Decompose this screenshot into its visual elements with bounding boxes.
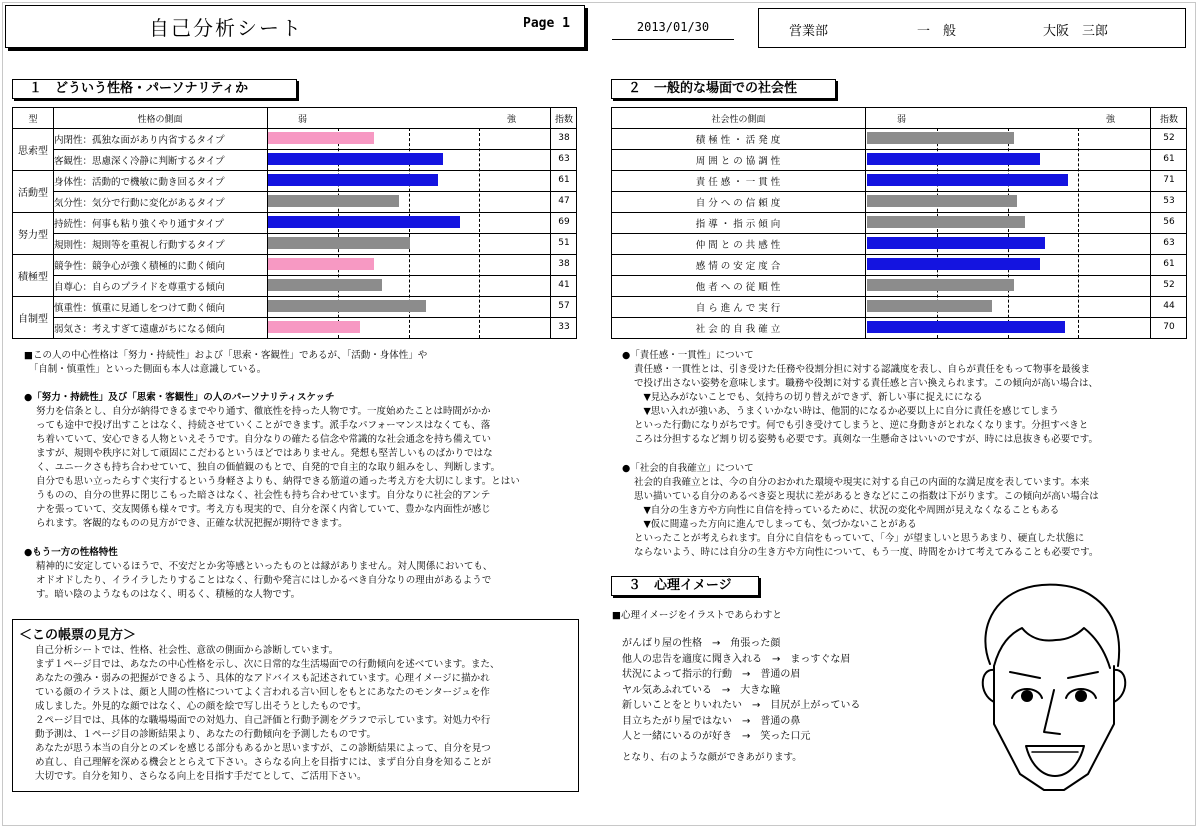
trait-arrow: → bbox=[742, 669, 751, 680]
nose bbox=[1044, 690, 1060, 734]
s1-bar bbox=[268, 195, 399, 207]
s2-index-value: 52 bbox=[1163, 133, 1175, 143]
group-label-katsudo: 活動型 bbox=[18, 188, 48, 199]
s2-bar bbox=[867, 132, 1014, 144]
s2-index-value: 56 bbox=[1163, 217, 1175, 227]
col-index-header-2: 指数 bbox=[1159, 115, 1178, 125]
s2-bar bbox=[867, 237, 1045, 249]
s1-bar bbox=[268, 237, 410, 249]
s1-bar bbox=[268, 153, 443, 165]
trait-item bbox=[622, 667, 860, 683]
ego-line: 思い描いている自分のあるべき姿と現状に差があるときなどにこの指数は下がります。この傾向が高い場合は bbox=[634, 491, 1099, 502]
s2-index-value: 61 bbox=[1163, 259, 1175, 269]
responsibility-title: ●「責任感・一貫性」について bbox=[622, 350, 754, 361]
trait-feature: まっすぐな眉 bbox=[790, 653, 851, 665]
s1-index-value: 38 bbox=[558, 133, 570, 143]
page-number: Page 1 bbox=[523, 16, 570, 31]
s1-row-label: 持続性：何事も粘り強くやり通すタイプ bbox=[54, 219, 224, 230]
how-to-read-line: まず１ページ目では、あなたの中心性格を示し、次に日常的な生活場面での行動傾向を述べています。また、 bbox=[35, 659, 500, 670]
s1-row-label: 身体性：活動的で機敏に動き回るタイプ bbox=[54, 177, 225, 188]
trait-arrow: → bbox=[742, 715, 751, 727]
other-trait-title: ●もう一方の性格特性 bbox=[24, 547, 118, 558]
s1-row-label: 弱気さ：考えすぎて遠慮がちになる傾向 bbox=[54, 324, 226, 335]
col-strong-header-2: 強 bbox=[1106, 115, 1116, 125]
s2-index-value: 70 bbox=[1163, 322, 1175, 332]
trait-text: 人と一緒にいるのが好き bbox=[622, 731, 732, 742]
trait-arrow: → bbox=[752, 700, 761, 711]
how-to-read-line: ている顔のイラストは、顔と人間の性格についてよく言われる言い回しをもとにあなたのモンタージュを作 bbox=[35, 687, 490, 698]
right-pupil bbox=[1075, 690, 1087, 702]
col-weak-header: 弱 bbox=[298, 115, 308, 125]
col-strong-header: 強 bbox=[507, 115, 517, 125]
trait-arrow: → bbox=[721, 684, 731, 696]
report-date: 2013/01/30 bbox=[612, 20, 734, 40]
how-to-read-line: め直し、自己理解を深める機会ととらえて下さい。さらなる向上を目指すには、まず自分自身を知ることが bbox=[35, 757, 492, 768]
trait-feature: 笑った口元 bbox=[760, 731, 811, 742]
sketch-line: ち着いていて、安心できる人物といえそうです。自分なりの確たる信念や常識的な社会通念を持ち備えてい bbox=[36, 434, 492, 445]
how-to-read-box bbox=[12, 619, 579, 792]
trait-text: ヤル気あふれている bbox=[622, 684, 712, 696]
group-label-doryoku: 努力型 bbox=[18, 230, 48, 241]
s2-index-value: 63 bbox=[1163, 238, 1175, 248]
col-type-header: 型 bbox=[28, 115, 38, 125]
how-to-read-body bbox=[35, 644, 500, 784]
how-to-read-line: 動予測は、１ページ目の診断結果より、あなたの行動傾向を予測したものです。 bbox=[35, 729, 377, 740]
sketch-block bbox=[24, 391, 520, 531]
group-label-jisei: 自制型 bbox=[18, 314, 48, 325]
s1-index-value: 51 bbox=[558, 238, 570, 248]
s1-row-label: 客観性：思慮深く冷静に判断するタイプ bbox=[54, 156, 225, 167]
mouth bbox=[1026, 746, 1084, 776]
s1-index-value: 63 bbox=[558, 154, 570, 164]
s1-index-value: 47 bbox=[558, 196, 570, 206]
s2-index-value: 61 bbox=[1163, 154, 1175, 164]
department-label: 営業部 bbox=[789, 24, 829, 39]
trait-arrow: → bbox=[772, 653, 781, 665]
s1-bar bbox=[268, 279, 382, 291]
how-to-read-line: 自己分析シートでは、性格、社会性、意欲の側面から診断しています。 bbox=[35, 645, 339, 656]
s2-row-label: 社 会 的 自 我 確 立 bbox=[695, 324, 781, 335]
s1-index-value: 69 bbox=[558, 217, 570, 227]
s2-index-value: 52 bbox=[1163, 280, 1175, 290]
summary-line: 「自制・慎重性」といった側面も本人は意識している。 bbox=[24, 364, 267, 375]
s1-bar bbox=[268, 132, 374, 144]
s2-row-label: 自 ら 進 ん で 実 行 bbox=[695, 303, 781, 314]
s2-row-label: 指 導 ・ 指 示 傾 向 bbox=[695, 219, 781, 230]
trait-item bbox=[622, 652, 860, 668]
s1-row-label: 内閉性：孤独な面があり内省するタイプ bbox=[54, 135, 225, 146]
trait-text: 新しいことをとりいれたい bbox=[622, 700, 742, 711]
right-ear bbox=[1114, 670, 1125, 702]
s2-bar bbox=[867, 195, 1017, 207]
s2-row-label: 自 分 へ の 信 頼 度 bbox=[695, 198, 781, 209]
trait-item bbox=[622, 683, 860, 699]
responsibility-line: ころは分担するなど割り切る姿勢も必要です。真剣な一生懸命さはいいのですが、時には息抜きも必要です。 bbox=[634, 434, 1098, 445]
ego-block bbox=[622, 462, 1099, 560]
sketch-line: く、ユニークさも持ち合わせていて、独自の価値観のもとで、自発的で自主的な取り組みをし、判断します。 bbox=[36, 462, 501, 473]
s2-bar bbox=[867, 300, 992, 312]
col-index-header: 指数 bbox=[554, 115, 573, 125]
sketch-line: 努力を信条とし、自分が納得できるまでやり通す、徹底性を持った人物です。一度始めたことは時間がかか bbox=[36, 406, 491, 417]
hair-outline bbox=[985, 585, 1119, 666]
s2-row-label: 他 者 へ の 従 順 性 bbox=[695, 282, 781, 293]
s1-index-value: 61 bbox=[558, 175, 570, 185]
trait-item bbox=[622, 698, 860, 714]
s1-bar bbox=[268, 174, 438, 186]
ego-line: ならないよう、時には自分の生き方や方向性について、もう一度、時間をかけて考えてみることも必要です。 bbox=[634, 547, 1099, 558]
employee-info-box bbox=[758, 8, 1186, 48]
s2-bar bbox=[867, 258, 1040, 270]
col-aspect-header: 性格の側面 bbox=[137, 115, 183, 125]
rank-label: 一 般 bbox=[917, 24, 957, 39]
s1-row-label: 競争性：競争心が強く積極的に動く傾向 bbox=[54, 261, 226, 272]
trait-feature: 大きな瞳 bbox=[740, 684, 781, 696]
how-to-read-title: ＜この帳票の見方＞ bbox=[19, 628, 137, 643]
ego-line: といったことが考えられます。自分に自信をもっていて、「今」が望ましいと思うあまり、硬直した状態に bbox=[634, 533, 1085, 544]
how-to-read-line: ２ページ目では、具体的な職場場面での対処力、自己評価と行動予測をグラフで示しています。対処力や行 bbox=[35, 715, 491, 726]
sketch-line: ますが、規則や秩序に対して頑固にこだわるというほどではありません。発想も堅苦しいものばかりではな bbox=[36, 448, 493, 459]
how-to-read-line: 大切です。自分を知り、さらなる向上を目指す手だてとして、ご活用下さい。 bbox=[35, 771, 367, 782]
other-trait-line: す。暗い陰のようなものはなく、明るく、積極的な人物です。 bbox=[36, 589, 301, 600]
section1-title: １ どういう性格・パーソナリティか bbox=[12, 79, 297, 99]
group-label-sekkyoku: 積極型 bbox=[18, 272, 48, 283]
trait-feature: 普通の眉 bbox=[760, 669, 801, 680]
sketch-line: 自分でも思い立ったらすぐ実行するという身軽さよりも、納得できる筋道の通った考え方を大切にします。とはい bbox=[36, 476, 520, 487]
trait-text: がんばり屋の性格 bbox=[622, 638, 702, 649]
trait-text: 他人の忠告を適度に聞き入れる bbox=[622, 653, 762, 665]
s1-row-label: 慎重性：慎重に見通しをつけて動く傾向 bbox=[54, 303, 226, 314]
how-to-read-line: あなたが思う本当の自分とのズレを感じる部分もあるかと思いますが、この診断結果によって、自分を見つ bbox=[35, 743, 491, 754]
trait-feature: 普通の鼻 bbox=[760, 715, 801, 727]
image-intro: ■心理イメージをイラストであらわすと bbox=[612, 610, 782, 621]
s1-index-value: 41 bbox=[558, 280, 570, 290]
s2-bar bbox=[867, 279, 1014, 291]
title-box bbox=[5, 5, 585, 48]
trait-text: 状況によって指示的行動 bbox=[622, 669, 732, 680]
left-pupil bbox=[1021, 690, 1033, 702]
sketch-line: うものの、自分の世界に閉じこもった暗さはなく、社会性も持ち合わせています。自分なりに社会的アンテ bbox=[36, 490, 491, 501]
s2-row-label: 感 情 の 安 定 度 合 bbox=[695, 261, 781, 272]
ego-line: 社会的自我確立とは、今の自分のおかれた環境や現実に対する自己の内面的な満足度を表しています。本来 bbox=[634, 477, 1090, 488]
responsibility-block bbox=[622, 349, 1098, 447]
s1-index-value: 33 bbox=[558, 322, 570, 332]
personality-table bbox=[12, 107, 577, 339]
left-ear bbox=[983, 670, 994, 702]
trait-item bbox=[622, 729, 860, 745]
sketch-line: ナを張っていて、交友関係も様々です。考え方も現実的で、自分を深く内省していて、豊かな内面性が感じ bbox=[36, 504, 491, 515]
s2-bar bbox=[867, 321, 1065, 333]
trait-arrow: → bbox=[742, 731, 751, 742]
group-label-shisaku: 思索型 bbox=[18, 146, 48, 157]
other-trait-line: オドオドしたり、イライラしたりすることはなく、行動や発言にはしかるべき自分なりの理由があるようで bbox=[36, 575, 492, 586]
hair-fringe bbox=[994, 628, 1110, 668]
employee-name: 大阪 三郎 bbox=[1043, 24, 1109, 39]
right-eyebrow bbox=[1068, 672, 1098, 678]
sociality-table bbox=[611, 107, 1187, 339]
s2-row-label: 責 任 感 ・ 一 貫 性 bbox=[695, 177, 781, 188]
summary-text bbox=[24, 349, 427, 377]
s1-bar bbox=[268, 216, 460, 228]
sketch-title: ●「努力・持続性」及び「思索・客観性」の人のパーソナリティスケッチ bbox=[24, 392, 335, 403]
s1-bar bbox=[268, 258, 374, 270]
ego-line: ▼自分の生き方や方向性に自信を持っているために、状況の変化や周囲が見えなくなることもある bbox=[634, 505, 1060, 516]
s1-bar bbox=[268, 300, 426, 312]
other-trait-block bbox=[24, 546, 492, 602]
s2-index-value: 44 bbox=[1163, 301, 1175, 311]
sheet-title: 自己分析シート bbox=[149, 16, 303, 40]
s1-index-value: 57 bbox=[558, 301, 570, 311]
section3-title: ３ 心理イメージ bbox=[611, 576, 759, 596]
trait-feature: 角張った顔 bbox=[730, 638, 781, 649]
s1-row-label: 気分性：気分で行動に変化があるタイプ bbox=[54, 198, 225, 209]
trait-item bbox=[622, 714, 860, 730]
left-eyebrow bbox=[1010, 672, 1040, 678]
how-to-read-line: 成しました。外見的な顔ではなく、心の顔を絵で写し出そうとしたものです。 bbox=[35, 701, 367, 712]
col-social-aspect-header: 社会性の側面 bbox=[711, 115, 766, 125]
trait-feature: 目尻が上がっている bbox=[770, 700, 861, 711]
image-outro: となり、右のような顔ができあがります。 bbox=[622, 752, 802, 763]
other-trait-line: 精神的に安定しているほうで、不安だとか劣等感といったものとは縁がありません。対人関係においても、 bbox=[36, 561, 493, 572]
s2-row-label: 仲 間 と の 共 感 性 bbox=[695, 240, 781, 251]
summary-line: ■この人の中心性格は「努力・持続性」および「思索・客観性」であるが、「活動・身体性」や bbox=[24, 350, 428, 361]
s2-bar bbox=[867, 174, 1068, 186]
sketch-line: られます。客観的なものの見方ができ、正確な状況把握が期待できます。 bbox=[36, 518, 348, 529]
responsibility-line: といった行動になりがちです。何でも引き受けてしまうと、逆に身動きがとれなくなります。分担すべきと bbox=[634, 420, 1089, 431]
responsibility-line: ▼思い入れが強いあ、うまくいかない時は、他罰的になるか必要以上に自分に責任を感じてしまう bbox=[634, 406, 1059, 417]
trait-item bbox=[622, 636, 860, 652]
s2-row-label: 積 極 性 ・ 活 発 度 bbox=[695, 135, 781, 146]
responsibility-line: ▼見込みがないことでも、気持ちの切り替えができず、新しい事に捉えにになる bbox=[634, 392, 983, 403]
ego-line: ▼仮に間違った方向に進んでしまっても、気づかないことがある bbox=[634, 519, 917, 530]
how-to-read-line: あなたの強み・弱みの把握ができるよう、具体的なアドバイスも記述されています。心理イメージに描かれ bbox=[35, 673, 490, 684]
responsibility-line: で投げ出さない姿勢を意味します。職務や役割に対する責任感と言い換えられます。この傾向が高い場合は、 bbox=[634, 378, 1098, 389]
trait-arrow: → bbox=[712, 638, 721, 649]
trait-text: 目立ちたがり屋ではない bbox=[622, 715, 732, 727]
s2-bar bbox=[867, 153, 1040, 165]
sketch-body bbox=[24, 405, 520, 531]
s2-index-value: 71 bbox=[1163, 175, 1175, 185]
responsibility-line: 責任感・一貫性とは、引き受けた任務や役割分担に対する認識度を表し、自らが責任をもって物事を最後ま bbox=[634, 364, 1091, 375]
s2-index-value: 53 bbox=[1163, 196, 1175, 206]
trait-list bbox=[622, 636, 860, 745]
responsibility-body bbox=[622, 363, 1098, 447]
sketch-line: っても途中で投げ出すことはなく、持続させていくことができます。派手なパフォーマンスはなくても、落 bbox=[36, 420, 491, 431]
other-trait-body bbox=[24, 560, 492, 602]
ego-body bbox=[622, 476, 1099, 560]
s2-row-label: 周 囲 と の 協 調 性 bbox=[695, 156, 781, 167]
section2-title: ２ 一般的な場面での社会性 bbox=[611, 79, 836, 99]
s1-index-value: 38 bbox=[558, 259, 570, 269]
face-illustration bbox=[960, 574, 1140, 806]
s1-bar bbox=[268, 321, 360, 333]
ego-title: ●「社会的自我確立」について bbox=[622, 463, 754, 474]
s2-bar bbox=[867, 216, 1025, 228]
col-weak-header-2: 弱 bbox=[897, 115, 907, 125]
s1-row-label: 自尊心：自らのプライドを尊重する傾向 bbox=[54, 282, 225, 293]
s1-row-label: 規則性：規則等を重視し行動するタイプ bbox=[54, 240, 225, 251]
